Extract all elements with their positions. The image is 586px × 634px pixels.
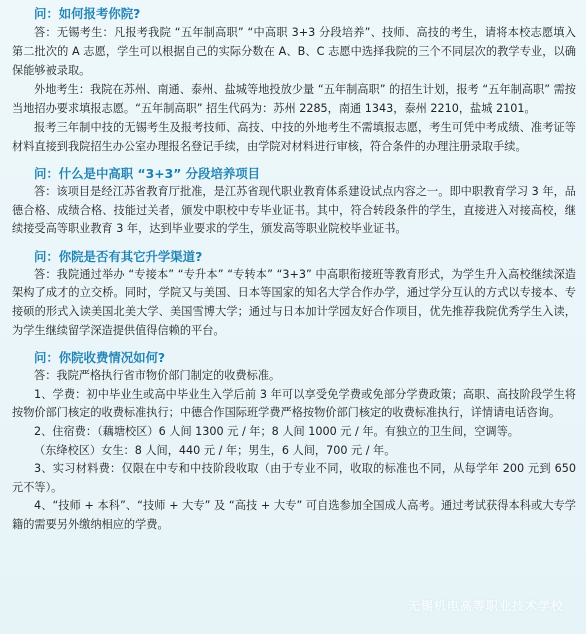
- fee-item-tuition: 1、学费：初中毕业生或高中毕业生入学后前 3 年可以享受免学费或免部分学费政策；高职、高技阶段学生将按物价部门核定的收费标准执行；中德合作国际班学费严格按物价部门核定的收费标准执行，详情请电话咨询。: [12, 387, 576, 420]
- fee-item-adult-exam: 4、“技师 + 本科”、“技师 + 大专” 及 “高技 + 大专” 可自选参加全国成人高考。通过考试获得本科或大专学籍的需要另外缴纳相应的学费。: [12, 499, 576, 531]
- answer-paragraph: 答：无锡考生：凡报考我院 “五年制高职” “中高职 3+3 分段培养”、技师、高技的考生，请将本校志愿填入第二批次的 A 志愿，学生可以根据自己的实际分数在 A、B、C 志愿中选择我院的三个不同层次的教学专业，以确保能够被录取。: [12, 26, 576, 77]
- answer-paragraph: 报考三年制中技的无锡考生及报考技师、高技、中技的外地考生不需填报志愿，考生可凭中考成绩、准考证等材料直接到我院招生办公室办理报名登记手续，由学院对材料进行审核，符合条件的办理注册录取手续。: [12, 121, 576, 153]
- faq-section-other-channels: [12, 247, 576, 340]
- question-heading: 问：你院是否有其它升学渠道?: [34, 248, 203, 264]
- faq-section-how-to-apply: [12, 4, 576, 156]
- fee-item-accommodation-dongjiang: （东绛校区）女生：8 人间，440 元 / 年；男生，6 人间，700 元 / 年。: [34, 443, 396, 457]
- answer-paragraph: 答：该项目是经江苏省教育厅批准，是江苏省现代职业教育体系建设试点内容之一。即中职教育学习 3 年，品德合格、成绩合格、技能过关者，颁发中职校中专毕业证书。其中，符合转段条件的学生，直接进入对接高校，继续接受高等职业教育 3 年，达到毕业要求的学生，颁发高等职业院校毕业证书。: [12, 185, 576, 236]
- question-heading: 问：什么是中高职 “3+3” 分段培养项目: [34, 166, 261, 181]
- answer-paragraph: 答：我院通过举办 “专接本” “专升本” “专转本” “3+3” 中高职衔接班等教育形式，为学生升入高校继续深造架构了成才的立交桥。同时，学院又与美国、日本等国家的知名大学合作办学，通过学分互认的方式以专接本、专接硕的形式入读美国北美大学、美国雪博大学；通过与日本加计学园友好合作项目，优先推荐我院优秀学生入读，为学生继续留学深造提供值得信赖的平台。: [12, 267, 576, 337]
- fee-item-materials: 3、实习材料费：仅限在中专和中技阶段收取（由于专业不同，收取的标准也不同，从每学年 200 元到 650 元不等）。: [12, 462, 576, 494]
- question-heading: 问：你院收费情况如何?: [34, 350, 166, 366]
- question-heading: 问：如何报考你院?: [34, 6, 141, 21]
- answer-paragraph: 答：我院严格执行省市物价部门制定的收费标准。: [34, 369, 281, 383]
- answer-paragraph: 外地考生：我院在苏州、南通、泰州、盐城等地投放少量 “五年制高职” 的招生计划，报考 “五年制高职” 需按当地招办要求填报志愿。“五年制高职” 招生代码为：苏州 2285，南通 1343，泰州 2210，盐城 2101。: [12, 83, 576, 115]
- faq-section-3plus3: [12, 164, 576, 239]
- watermark-text: 无锡机电高等职业技术学校: [407, 599, 564, 613]
- fee-item-accommodation: 2、住宿费：（藕塘校区）6 人间 1300 元 / 年；8 人间 1000 元 / 年。有独立的卫生间，空调等。: [34, 424, 519, 438]
- faq-section-fees: [12, 348, 576, 534]
